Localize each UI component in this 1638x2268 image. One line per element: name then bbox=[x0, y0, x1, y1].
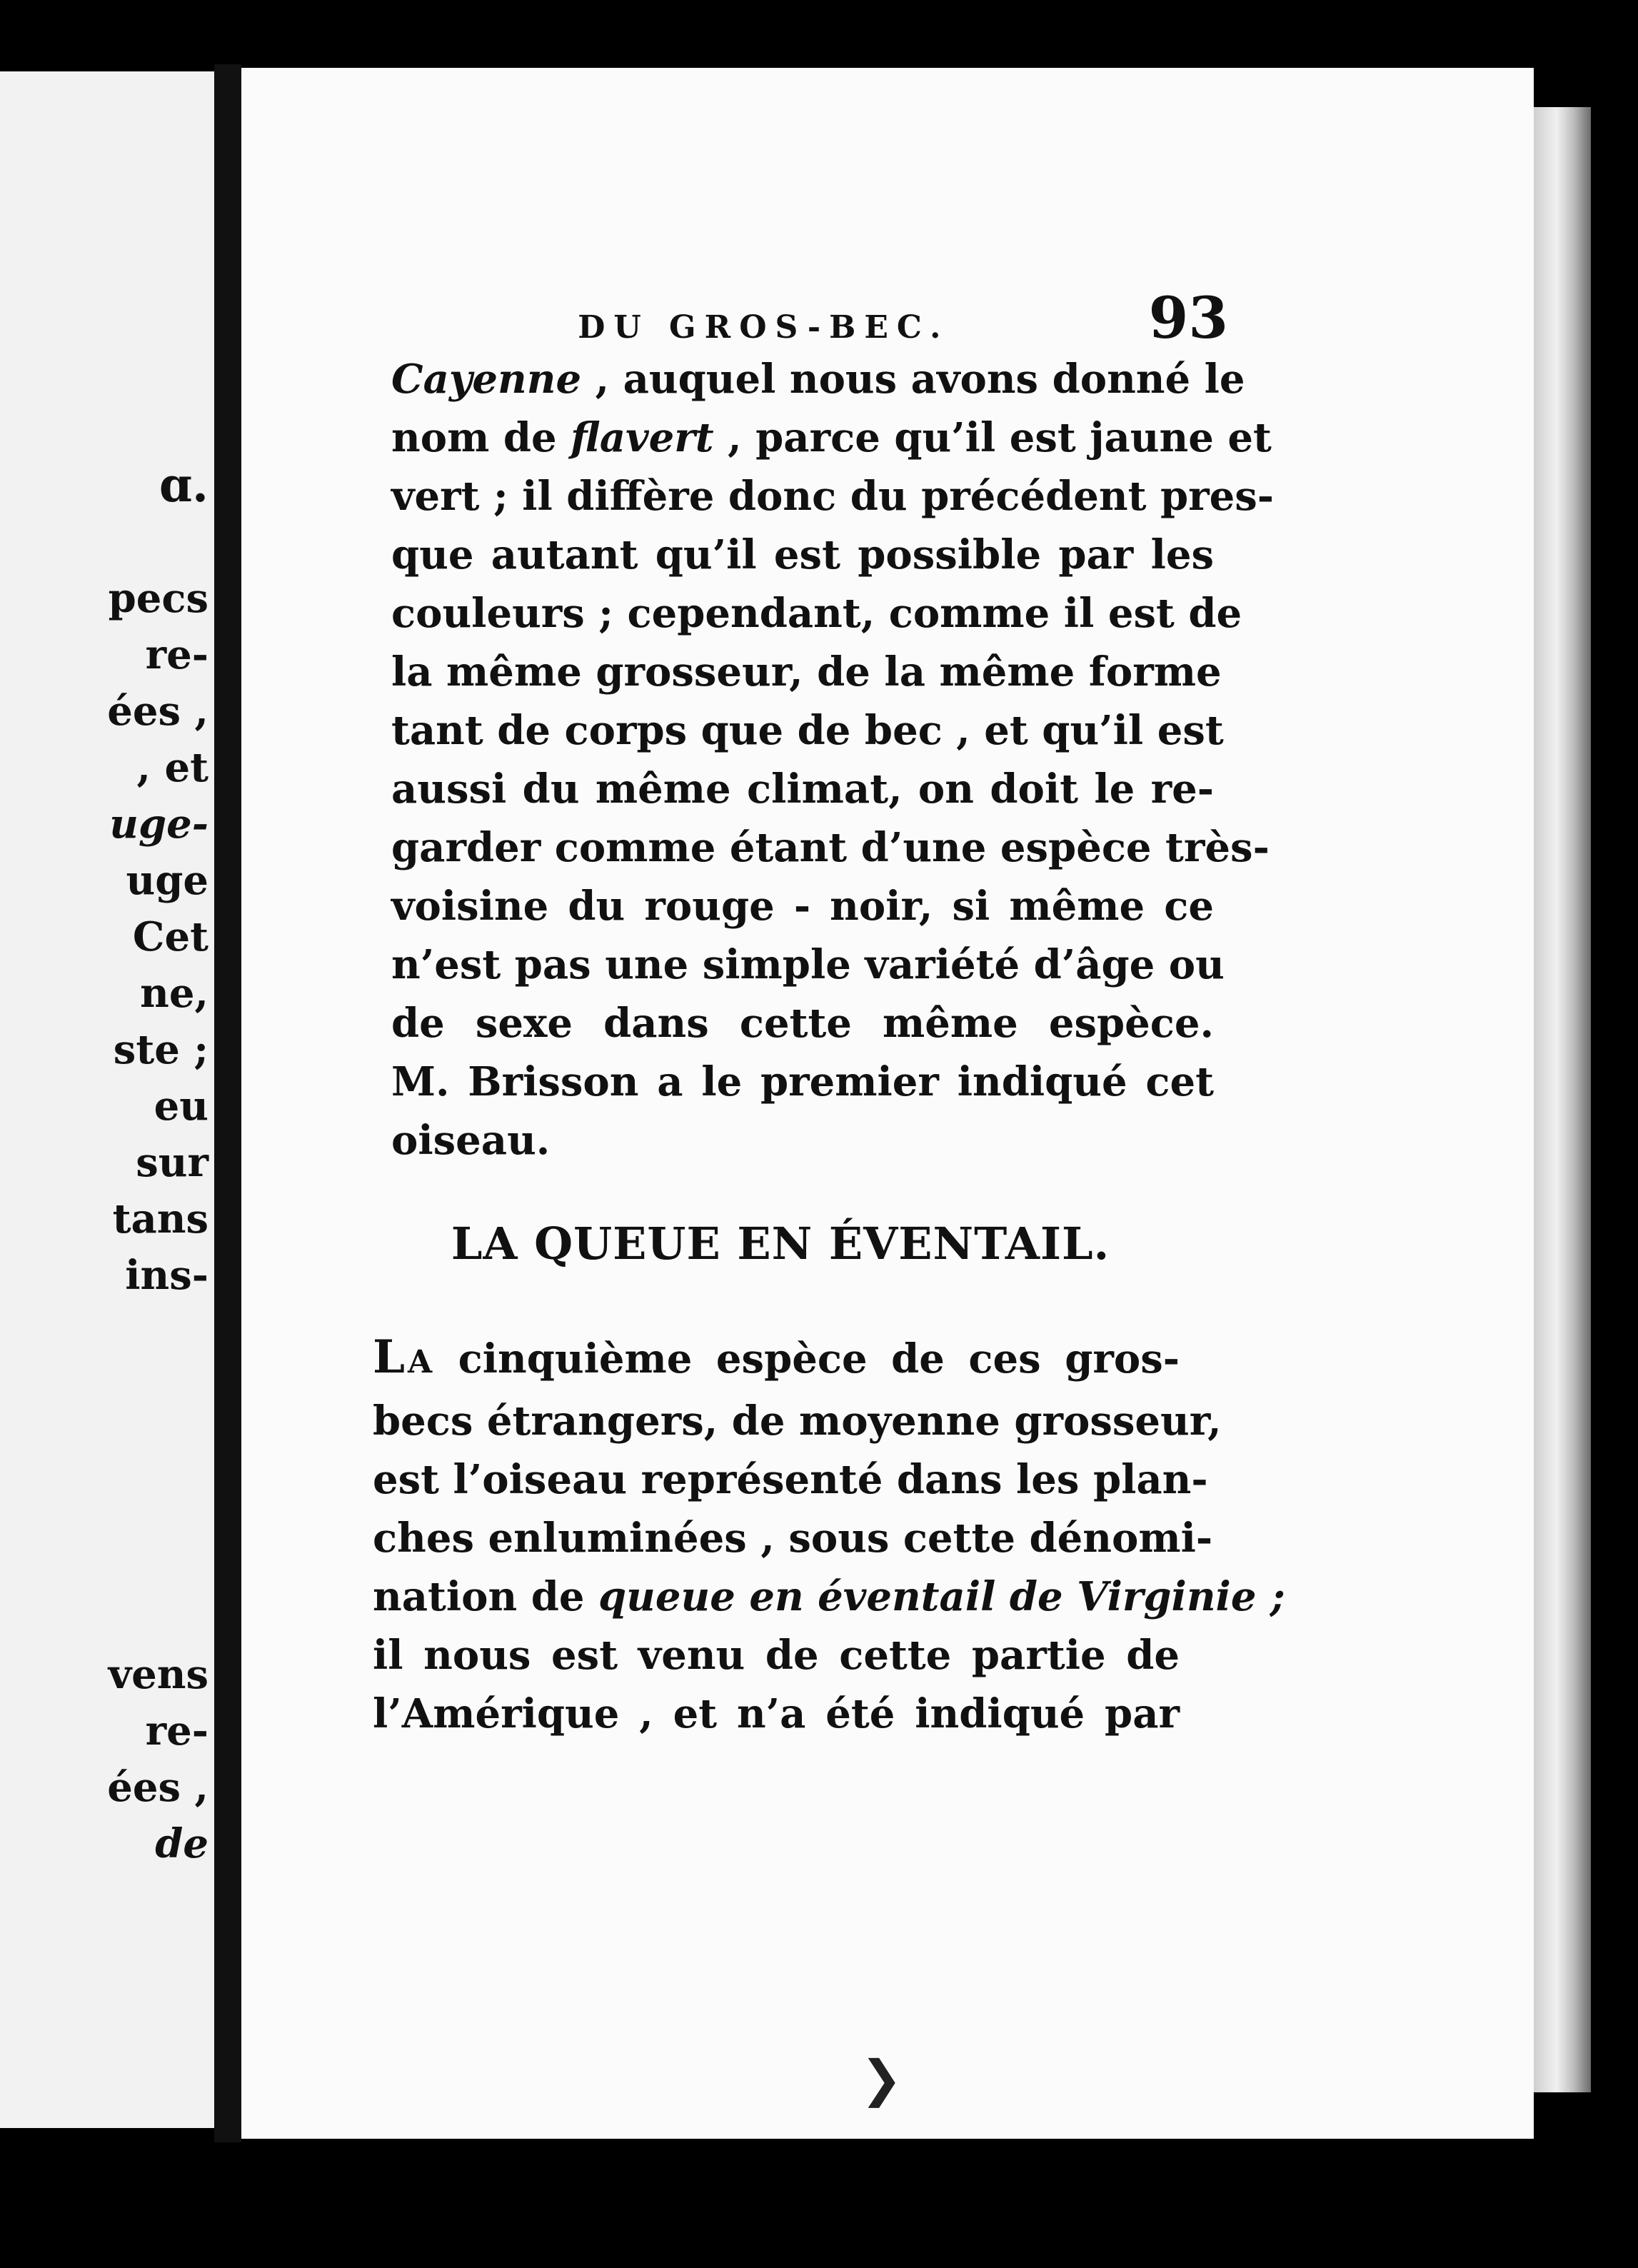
paragraph-1 bbox=[391, 350, 1275, 1170]
text-span: tant de corps que de bec , et qu’il est bbox=[391, 707, 1224, 754]
page-number: 93 bbox=[1148, 284, 1228, 351]
left-fragment: re- bbox=[145, 1707, 208, 1755]
text-span: nation de bbox=[373, 1573, 598, 1620]
drop-cap: L bbox=[373, 1330, 408, 1384]
left-fragment: uge bbox=[126, 857, 208, 904]
text-line bbox=[373, 1509, 1213, 1567]
left-fragment: uge- bbox=[109, 801, 208, 848]
text-span: aussi du même climat, on doit le re- bbox=[391, 766, 1214, 813]
text-line bbox=[373, 1328, 1180, 1392]
text-line bbox=[391, 701, 1224, 760]
text-span: que autant qu’il est possible par les bbox=[391, 531, 1214, 578]
text-line bbox=[391, 1053, 1214, 1111]
text-line bbox=[391, 467, 1275, 526]
text-line bbox=[391, 760, 1214, 818]
text-line: oiseau. bbox=[391, 1117, 551, 1164]
text-span: Cayenne bbox=[391, 356, 582, 403]
text-line bbox=[373, 1626, 1180, 1685]
left-fragment: ées , bbox=[107, 688, 208, 735]
small-cap: A bbox=[408, 1344, 435, 1380]
left-page bbox=[0, 71, 214, 2128]
text-span: vert ; il diffère donc du précédent pres- bbox=[391, 473, 1275, 520]
section-heading: LA QUEUE EN ÉVENTAIL. bbox=[451, 1218, 1110, 1270]
text-line bbox=[373, 1450, 1208, 1509]
text-line bbox=[391, 526, 1214, 584]
text-span: l’Amérique , et n’a été indiqué par bbox=[373, 1690, 1180, 1737]
text-span: voisine du rouge - noir, si même ce bbox=[391, 883, 1214, 930]
text-line bbox=[391, 584, 1242, 643]
left-fragment: tans bbox=[112, 1195, 208, 1243]
text-line bbox=[373, 1567, 1285, 1626]
text-span: queue en éventail de Virginie ; bbox=[598, 1573, 1285, 1620]
text-line bbox=[391, 408, 1272, 467]
text-span: garder comme étant d’une espèce très- bbox=[391, 824, 1270, 871]
text-span: nom de bbox=[391, 414, 571, 461]
text-span: de sexe dans cette même espèce. bbox=[391, 1000, 1214, 1047]
text-span: , auquel nous avons donné le bbox=[581, 356, 1245, 403]
page-header bbox=[378, 284, 1228, 351]
left-fragment: ɑ. bbox=[159, 457, 208, 513]
text-span: , parce qu’il est jaune et bbox=[713, 414, 1272, 461]
paragraph-2 bbox=[373, 1328, 1285, 1743]
text-line bbox=[391, 877, 1214, 935]
text-line bbox=[391, 350, 1245, 408]
text-span: M. Brisson a le premier indiqué cet bbox=[391, 1058, 1214, 1105]
left-fragment: pecs bbox=[108, 575, 208, 622]
left-page-text-fragments bbox=[107, 457, 208, 1872]
text-line bbox=[391, 994, 1214, 1053]
ornament-icon: ❯ bbox=[860, 2049, 903, 2108]
text-span: cinquième espèce de ces gros- bbox=[434, 1335, 1180, 1383]
text-span: ches enluminées , sous cette dénomi- bbox=[373, 1515, 1213, 1562]
left-fragment: de bbox=[155, 1820, 208, 1867]
left-fragment: ins- bbox=[125, 1252, 208, 1299]
left-fragment: Cet bbox=[132, 913, 208, 960]
book-spine bbox=[214, 64, 241, 2142]
text-span: becs étrangers, de moyenne grosseur, bbox=[373, 1398, 1222, 1445]
left-fragment: vens bbox=[108, 1651, 208, 1698]
left-fragment: ées , bbox=[107, 1764, 208, 1811]
left-fragment: , et bbox=[136, 744, 208, 791]
page-edge bbox=[1534, 107, 1591, 2092]
text-span: n’est pas une simple variété d’âge ou bbox=[391, 941, 1225, 988]
text-line bbox=[391, 935, 1225, 994]
text-span: il nous est venu de cette partie de bbox=[373, 1632, 1180, 1679]
left-fragment: ste ; bbox=[113, 1026, 208, 1073]
left-fragment: eu bbox=[154, 1083, 208, 1130]
text-span: flavert bbox=[571, 414, 714, 461]
left-fragment: re- bbox=[145, 631, 208, 678]
text-span: couleurs ; cependant, comme il est de bbox=[391, 590, 1242, 637]
text-line bbox=[373, 1392, 1222, 1450]
text-span: la même grosseur, de la même forme bbox=[391, 648, 1222, 696]
text-line bbox=[373, 1685, 1180, 1743]
text-line bbox=[391, 818, 1270, 877]
running-head: DU GROS-BEC. bbox=[578, 309, 950, 346]
left-fragment: ne, bbox=[140, 970, 208, 1017]
text-span: est l’oiseau représenté dans les plan- bbox=[373, 1456, 1208, 1503]
text-line bbox=[391, 643, 1222, 701]
left-fragment: sur bbox=[136, 1139, 208, 1186]
